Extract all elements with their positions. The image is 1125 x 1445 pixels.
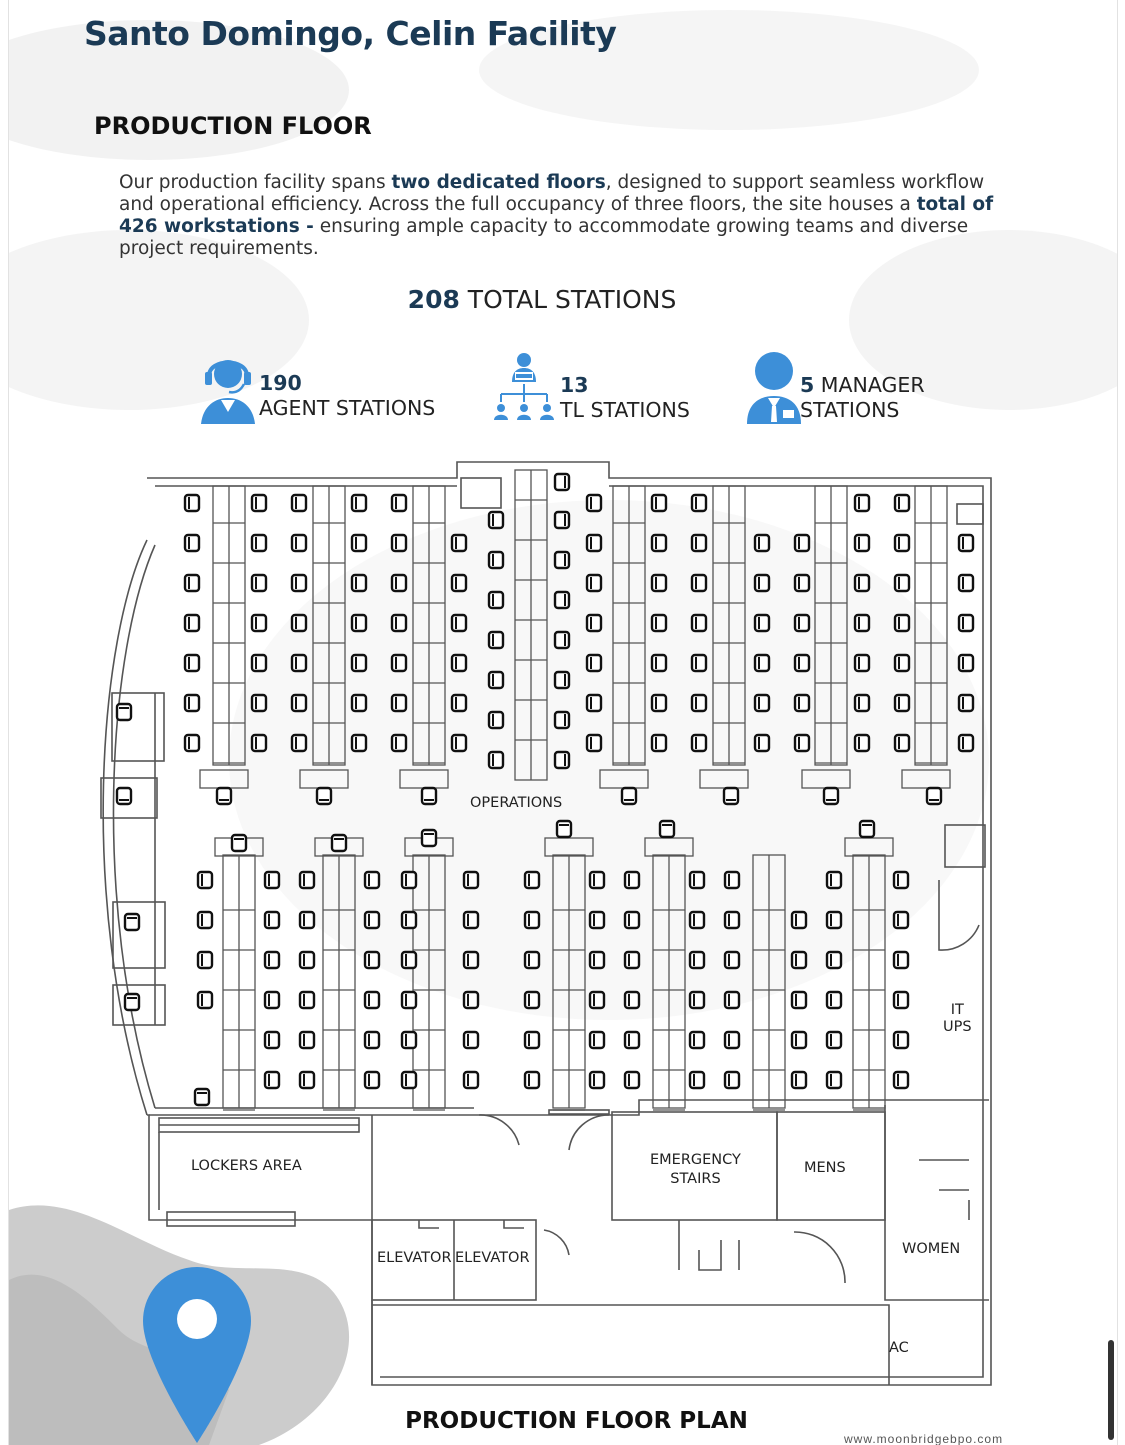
chair — [587, 695, 601, 711]
chair — [652, 615, 666, 631]
chair — [555, 712, 569, 728]
chair — [422, 788, 436, 804]
chair — [795, 535, 809, 551]
manager-label: MANAGER — [814, 373, 925, 397]
chair — [292, 575, 306, 591]
chair — [555, 474, 569, 490]
chair — [185, 735, 199, 751]
it-ups-label — [943, 1002, 972, 1036]
chair — [959, 735, 973, 751]
chair — [464, 1072, 478, 1088]
chair — [660, 821, 674, 837]
tl-label: TL STATIONS — [560, 398, 690, 422]
chair — [525, 912, 539, 928]
chair — [265, 1032, 279, 1048]
page — [8, 0, 1118, 1445]
chair — [827, 1032, 841, 1048]
chair — [895, 495, 909, 511]
chair — [300, 1032, 314, 1048]
chair — [392, 615, 406, 631]
stairs-label: STAIRS — [670, 1171, 721, 1187]
footer-url: www.moonbridgebpo.com — [844, 1432, 1004, 1445]
chair — [422, 830, 436, 846]
tl-desk — [700, 770, 748, 788]
chair — [300, 952, 314, 968]
chair — [352, 695, 366, 711]
chair — [894, 992, 908, 1008]
tl-desk — [300, 770, 348, 788]
tl-desk — [845, 838, 893, 856]
chair — [959, 695, 973, 711]
chair — [489, 672, 503, 688]
chair — [555, 552, 569, 568]
agent-count: 190 — [259, 371, 302, 395]
chair — [725, 872, 739, 888]
chair — [894, 912, 908, 928]
chair — [252, 575, 266, 591]
chair — [587, 615, 601, 631]
chair — [352, 495, 366, 511]
chair — [555, 632, 569, 648]
chair — [365, 912, 379, 928]
chair — [392, 735, 406, 751]
chair — [252, 615, 266, 631]
chair — [792, 1072, 806, 1088]
chair — [392, 695, 406, 711]
chair — [555, 592, 569, 608]
chair — [692, 735, 706, 751]
chair — [292, 535, 306, 551]
chair — [489, 712, 503, 728]
chair — [792, 1032, 806, 1048]
chair — [392, 495, 406, 511]
agent-label: AGENT STATIONS — [259, 396, 436, 420]
chair — [525, 992, 539, 1008]
chair — [452, 695, 466, 711]
chair — [352, 615, 366, 631]
chair — [895, 535, 909, 551]
chair — [525, 1072, 539, 1088]
chair — [365, 1032, 379, 1048]
chair — [895, 695, 909, 711]
tl-desk — [902, 770, 950, 788]
chair — [292, 655, 306, 671]
chair — [489, 752, 503, 768]
ac-label: AC — [889, 1340, 909, 1356]
chair — [464, 992, 478, 1008]
chair — [452, 735, 466, 751]
chair — [590, 952, 604, 968]
chair — [464, 872, 478, 888]
chair — [725, 1072, 739, 1088]
chair — [894, 1072, 908, 1088]
chair — [622, 788, 636, 804]
total-count: 208 — [407, 285, 460, 314]
chair — [195, 1089, 209, 1105]
chair — [827, 992, 841, 1008]
chair — [755, 575, 769, 591]
chair — [895, 575, 909, 591]
chair — [117, 788, 131, 804]
chair — [489, 632, 503, 648]
chair — [724, 788, 738, 804]
chair — [402, 1072, 416, 1088]
chair — [402, 952, 416, 968]
chair — [895, 735, 909, 751]
chair — [795, 575, 809, 591]
chair — [587, 535, 601, 551]
chair — [292, 495, 306, 511]
chair — [392, 655, 406, 671]
mens-label: MENS — [804, 1160, 846, 1176]
chair — [265, 952, 279, 968]
chair — [352, 655, 366, 671]
floor-plan-title: PRODUCTION FLOOR PLAN — [405, 1408, 748, 1434]
chair — [557, 821, 571, 837]
chair — [489, 512, 503, 528]
tl-count: 13 — [560, 373, 589, 397]
chair — [827, 872, 841, 888]
tl-desk — [600, 770, 648, 788]
chair — [489, 552, 503, 568]
chair — [185, 535, 199, 551]
chair — [855, 535, 869, 551]
description-bold: two dedicated floors — [391, 172, 606, 193]
chair — [365, 872, 379, 888]
chair — [392, 575, 406, 591]
chair — [352, 735, 366, 751]
chair — [232, 835, 246, 851]
chair — [692, 655, 706, 671]
chair — [792, 992, 806, 1008]
scrollbar[interactable] — [1108, 1340, 1114, 1440]
chair — [652, 575, 666, 591]
women-label: WOMEN — [902, 1241, 961, 1257]
chair — [690, 1072, 704, 1088]
chair — [300, 992, 314, 1008]
chair — [292, 735, 306, 751]
chair — [185, 575, 199, 591]
chair — [755, 655, 769, 671]
chair — [252, 695, 266, 711]
chair — [652, 535, 666, 551]
total-label: TOTAL STATIONS — [459, 285, 677, 314]
chair — [185, 655, 199, 671]
chair — [125, 914, 139, 930]
chair — [392, 535, 406, 551]
chair — [464, 952, 478, 968]
chair — [590, 1032, 604, 1048]
chair — [755, 695, 769, 711]
chair — [755, 535, 769, 551]
chair — [402, 872, 416, 888]
chair — [795, 735, 809, 751]
chair — [332, 835, 346, 851]
chair — [402, 992, 416, 1008]
chair — [464, 912, 478, 928]
description-text: Our production facility spans — [119, 172, 392, 193]
chair — [365, 992, 379, 1008]
chair — [198, 992, 212, 1008]
chair — [217, 788, 231, 804]
elevator-label-1: ELEVATOR — [377, 1250, 452, 1266]
chair — [855, 695, 869, 711]
chair — [587, 735, 601, 751]
chair — [352, 535, 366, 551]
chair — [525, 872, 539, 888]
chair — [590, 1072, 604, 1088]
elevator-label-2: ELEVATOR — [455, 1250, 530, 1266]
chair — [894, 952, 908, 968]
chair — [292, 615, 306, 631]
chair — [252, 735, 266, 751]
chair — [590, 992, 604, 1008]
chair — [352, 575, 366, 591]
chair — [690, 912, 704, 928]
floor-plan — [9, 0, 1117, 1445]
chair — [265, 992, 279, 1008]
chair — [795, 615, 809, 631]
section-title: PRODUCTION FLOOR — [94, 112, 372, 140]
chair — [402, 1032, 416, 1048]
operations-label: OPERATIONS — [470, 795, 563, 811]
chair — [860, 821, 874, 837]
chair — [792, 952, 806, 968]
description-text: ensuring ample capacity to accommodate growing teams and diverse project requirements. — [119, 216, 969, 259]
chair — [894, 872, 908, 888]
lockers-label: LOCKERS AREA — [191, 1158, 302, 1174]
chair — [185, 695, 199, 711]
ups-label: UPS — [943, 1019, 972, 1035]
chair — [555, 672, 569, 688]
tl-desk — [200, 770, 248, 788]
chair — [855, 495, 869, 511]
chair — [652, 655, 666, 671]
chair — [300, 1072, 314, 1088]
chair — [959, 615, 973, 631]
chair — [198, 952, 212, 968]
chair — [894, 1032, 908, 1048]
chair — [692, 535, 706, 551]
chair — [625, 1072, 639, 1088]
chair — [827, 912, 841, 928]
chair — [198, 872, 212, 888]
chair — [855, 655, 869, 671]
description-bold: total of 426 workstations - — [119, 194, 994, 237]
chair — [464, 1032, 478, 1048]
chair — [795, 695, 809, 711]
tl-desk — [400, 770, 448, 788]
tl-desk — [545, 838, 593, 856]
chair — [725, 952, 739, 968]
chair — [252, 655, 266, 671]
page-title: Santo Domingo, Celin Facility — [84, 14, 617, 53]
chair — [690, 872, 704, 888]
chair — [827, 1072, 841, 1088]
chair — [185, 615, 199, 631]
chair — [252, 495, 266, 511]
chair — [590, 872, 604, 888]
chair — [125, 994, 139, 1010]
chair — [827, 952, 841, 968]
chair — [855, 735, 869, 751]
chair — [625, 872, 639, 888]
chair — [625, 1032, 639, 1048]
chair — [452, 535, 466, 551]
chair — [725, 1032, 739, 1048]
chair — [185, 495, 199, 511]
chair — [525, 952, 539, 968]
chair — [690, 1032, 704, 1048]
chair — [652, 735, 666, 751]
manager-label-2: STATIONS — [800, 398, 900, 422]
chair — [959, 655, 973, 671]
chair — [587, 575, 601, 591]
chair — [625, 992, 639, 1008]
description-text: , designed to support seamless workflow and operational efficiency. Across the full occupancy of three floors, the site houses a — [119, 172, 985, 215]
chair — [625, 912, 639, 928]
chair — [525, 1032, 539, 1048]
chair — [300, 872, 314, 888]
chair — [855, 575, 869, 591]
chair — [365, 952, 379, 968]
chair — [792, 912, 806, 928]
chair — [795, 655, 809, 671]
emergency-stairs-label — [650, 1151, 741, 1189]
chair — [198, 912, 212, 928]
chair — [587, 655, 601, 671]
chair — [265, 872, 279, 888]
it-label: IT — [950, 1002, 964, 1018]
chair — [652, 495, 666, 511]
chair — [692, 495, 706, 511]
tl-desk — [802, 770, 850, 788]
chair — [292, 695, 306, 711]
chair — [452, 655, 466, 671]
emergency-label: EMERGENCY — [650, 1152, 741, 1168]
chair — [365, 1072, 379, 1088]
chair — [895, 615, 909, 631]
chair — [824, 788, 838, 804]
chair — [489, 592, 503, 608]
chair — [625, 952, 639, 968]
chair — [690, 992, 704, 1008]
chair — [265, 912, 279, 928]
chair — [300, 912, 314, 928]
chair — [855, 615, 869, 631]
chair — [452, 615, 466, 631]
chair — [587, 495, 601, 511]
chair — [117, 704, 131, 720]
manager-count: 5 — [800, 373, 815, 397]
chair — [452, 575, 466, 591]
chair — [690, 952, 704, 968]
chair — [265, 1072, 279, 1088]
chair — [555, 752, 569, 768]
chair — [959, 575, 973, 591]
chair — [252, 535, 266, 551]
chair — [692, 615, 706, 631]
chair — [755, 735, 769, 751]
chair — [725, 992, 739, 1008]
chair — [692, 695, 706, 711]
chair — [895, 655, 909, 671]
chair — [317, 788, 331, 804]
chair — [652, 695, 666, 711]
chair — [959, 535, 973, 551]
chair — [555, 512, 569, 528]
tl-desk — [645, 838, 693, 856]
chair — [692, 575, 706, 591]
chair — [725, 912, 739, 928]
chair — [590, 912, 604, 928]
chair — [755, 615, 769, 631]
chair — [402, 912, 416, 928]
chair — [927, 788, 941, 804]
